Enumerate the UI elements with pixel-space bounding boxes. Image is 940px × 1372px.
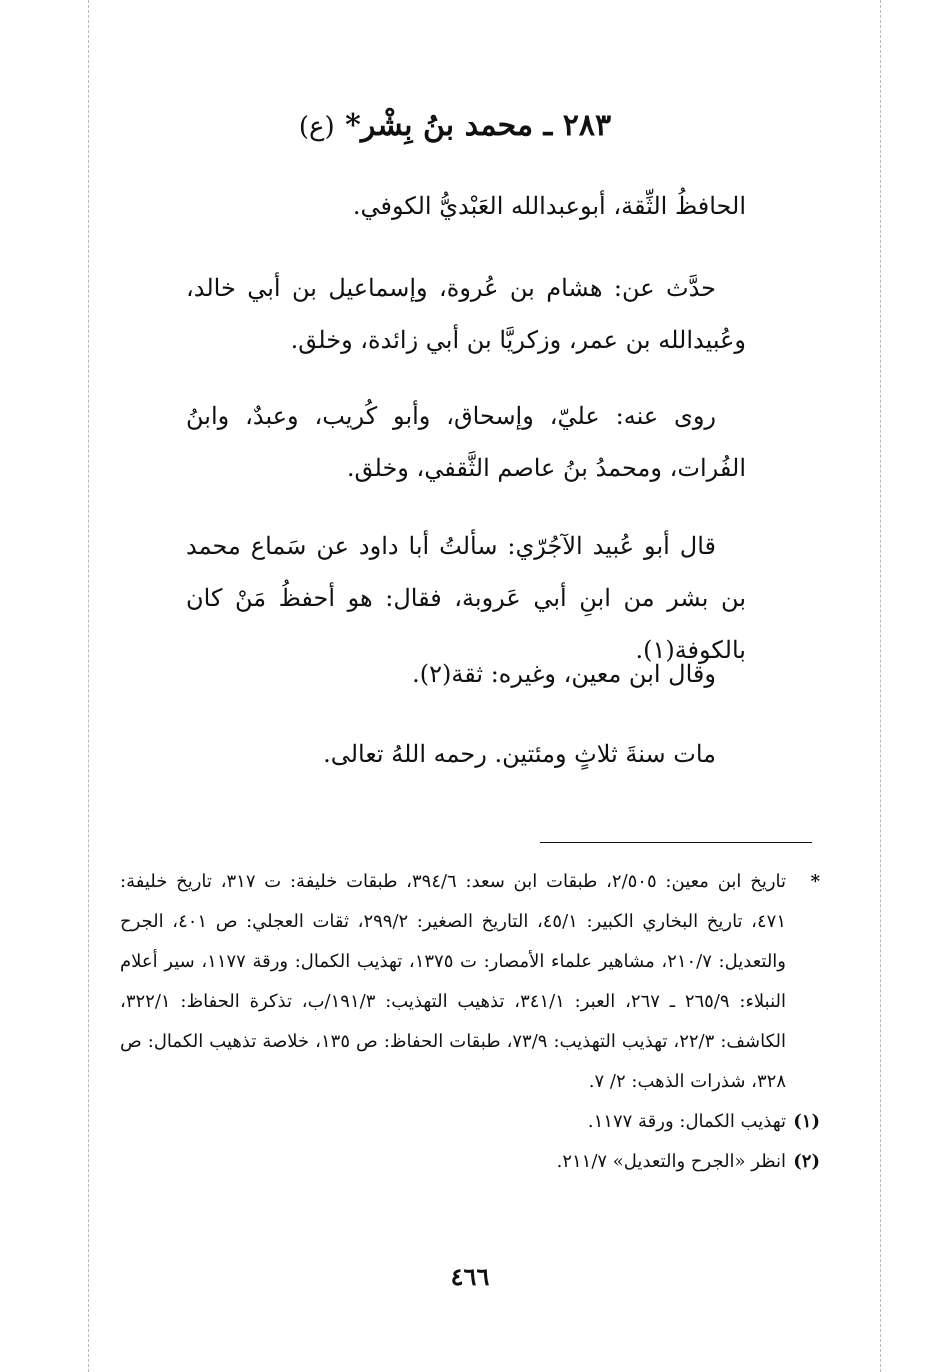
paragraph-death: مات سنةَ ثلاثٍ ومئتين. رحمه اللهُ تعالى. <box>323 740 716 768</box>
entry-star-marker: * <box>345 108 361 143</box>
paragraph-narrated-by: روى عنه: عليّ، وإسحاق، وأبو كُريب، وعبدٌ، وابنُ الفُرات، ومحمدُ بنُ عاصم الثَّقفي، وخلق. <box>186 402 746 482</box>
entry-dash: ـ <box>543 108 553 143</box>
right-margin-guide <box>880 0 881 1372</box>
footnote-sources <box>120 862 820 1102</box>
footnote-1-number: (١) <box>793 1111 820 1132</box>
paragraph-narrated-from: حدَّث عن: هشام بن عُروة، وإسماعيل بن أبي خالد، وعُبيدالله بن عمر، وزكريَّا بن أبي زائدة، وخلق. <box>186 274 746 354</box>
footnote-1-text: تهذيب الكمال: ورقة ١١٧٧. <box>587 1111 786 1132</box>
entry-name: محمد بنُ بِشْر <box>360 108 534 143</box>
paragraph-description: الحافظُ الثِّقة، أبوعبدالله العَبْديُّ الكوفي. <box>352 192 746 220</box>
paragraph-ibn-main-quote: وقال ابن معين، وغيره: ثقة(٢). <box>412 660 716 688</box>
paragraph-ajurri-quote: قال أبو عُبيد الآجُرّي: سألتُ أبا داود عن سَماع محمد بن بشر من ابنِ أبي عَروبة، فقال: هو أحفظُ مَنْ كان بالكوفة(١). <box>186 532 746 664</box>
footnotes-section <box>120 862 820 1182</box>
entry-heading <box>250 108 660 143</box>
footnote-star-marker: * <box>810 871 820 892</box>
left-margin-guide <box>88 0 89 1372</box>
footnote-2 <box>120 1142 820 1182</box>
footnote-1 <box>120 1102 820 1142</box>
entry-number: ٢٨٣ <box>562 108 612 143</box>
page-number: ٤٦٦ <box>450 1262 490 1291</box>
entry-symbol: (ع) <box>298 112 335 142</box>
footnote-2-number: (٢) <box>793 1151 820 1172</box>
footnote-2-text: انظر «الجرح والتعديل» ٢١١/٧. <box>556 1151 786 1172</box>
footnote-divider <box>540 842 812 843</box>
footnote-sources-text: تاريخ ابن معين: ٢/٥٠٥، طبقات ابن سعد: ٣٩٤/٦، طبقات خليفة: ت ٣١٧، تاريخ خليفة: ٤٧١، تاريخ البخاري الكبير: ٤٥/١، التاريخ الصغير: ٢٩٩/٢، ثقات العجلي: ص ٤٠١، الجرح والتعديل: ٢١٠/٧، مشاهير علماء الأمصار: ت ١٣٧٥، تهذيب الكمال: ورقة ١١٧٧، سير أعلام النبلاء: ٢٦٥/٩ ـ ٢٦٧، العبر: ٣٤١/١، تذهيب التهذيب: ١٩١/٣/ب، تذكرة الحفاظ: ٣٢٢/١، الكاشف: ٢٢/٣، تهذيب التهذيب: ٧٣/٩، طبقات الحفاظ: ص ١٣٥، خلاصة تذهيب الكمال: ص ٣٢٨، شذرات الذهب: ٢/ ٧. <box>120 871 787 1092</box>
